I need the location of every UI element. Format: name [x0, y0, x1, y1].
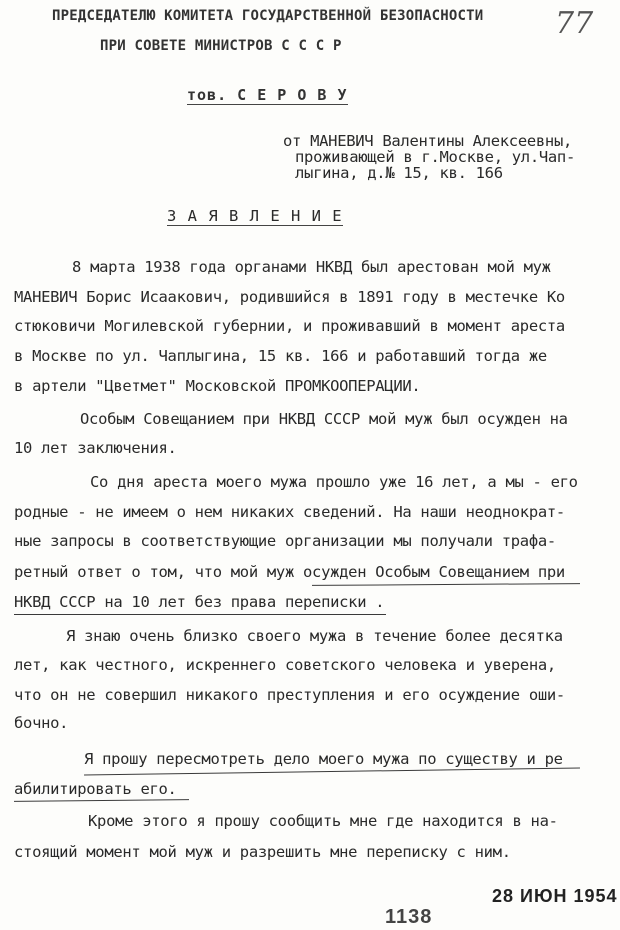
date-stamp: 28 ИЮН 1954: [492, 886, 618, 906]
body-line: Я знаю очень близко своего мужа в течение более десятка: [66, 627, 563, 645]
body-line: 10 лет заключения.: [14, 439, 177, 457]
body-line: стюковичи Могилевской губернии, и проживавший в момент ареста: [14, 317, 565, 335]
sender-line-3: лыгина, д.№ 15, кв. 166: [295, 164, 503, 182]
handwritten-underline: [14, 799, 189, 802]
document-title: З А Я В Л Е Н И Е: [167, 207, 343, 225]
addressee: тов. С Е Р О В У: [187, 86, 348, 104]
body-line: бочно.: [14, 714, 69, 732]
body-line: в Москве по ул. Чаплыгина, 15 кв. 166 и работавший тогда же: [14, 347, 547, 365]
body-line: родные - не имеем о нем никаких сведений. На наши неоднократ-: [14, 503, 565, 521]
body-line: 8 марта 1938 года органами НКВД был арестован мой муж: [72, 258, 551, 276]
registration-number-stamp: 1138: [385, 906, 433, 928]
body-line: ные запросы в соответствующие организации мы получали трафа-: [14, 532, 556, 550]
body-line: ретный ответ о том, что мой муж осужден Особым Совещанием при: [14, 563, 565, 581]
body-line: МАНЕВИЧ Борис Исаакович, родившийся в 1891 году в местечке Ко: [14, 288, 565, 306]
handwritten-underline: [312, 583, 580, 586]
page-number: 77: [555, 6, 594, 41]
body-line: Кроме этого я прошу сообщить мне где находится в на-: [88, 812, 558, 830]
body-line: лет, как честного, искреннего советского человека и уверена,: [14, 656, 556, 674]
body-line: Со дня ареста моего мужа прошло уже 16 лет, а мы - его: [90, 473, 578, 491]
handwritten-underline: [14, 614, 386, 615]
header-line-2: ПРИ СОВЕТЕ МИНИСТРОВ С С С Р: [100, 38, 342, 54]
sender-line-1: от МАНЕВИЧ Валентины Алексеевны,: [283, 132, 573, 150]
body-line: Особым Совещанием при НКВД СССР мой муж был осужден на: [80, 410, 568, 428]
body-line: Я прошу пересмотреть дело моего мужа по существу и ре: [84, 750, 563, 768]
header-line-1: ПРЕДСЕДАТЕЛЮ КОМИТЕТА ГОСУДАРСТВЕННОЙ БЕЗОПАСНОСТИ: [52, 8, 484, 24]
sender-line-2: проживающей в г.Москве, ул.Чап-: [295, 148, 575, 166]
body-line: что он не совершил никакого преступления и его осуждение оши-: [14, 686, 565, 704]
body-line: абилитировать его.: [14, 780, 177, 798]
body-line: в артели "Цветмет" Московской ПРОМКООПЕРАЦИИ.: [14, 377, 421, 395]
handwritten-underline: [84, 768, 580, 776]
body-line: стоящий момент мой муж и разрешить мне переписку с ним.: [14, 843, 511, 861]
body-line: НКВД СССР на 10 лет без права переписки .: [14, 593, 385, 611]
